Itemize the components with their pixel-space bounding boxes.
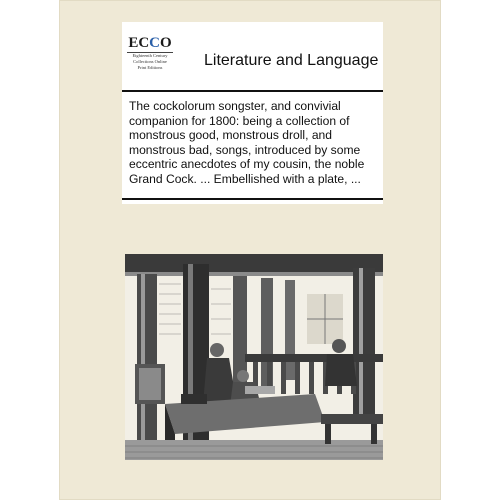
title-box — [122, 92, 383, 204]
book-title: The cockolorum songster, and convivial companion for 1800: being a collection of monstrous good, monstrous droll, and monstrous bad, songs, introduced by some eccentric anecdotes of my cousin, the noble Grand Cock. ... Embellished with a plate, ... — [129, 99, 365, 186]
series-title: Literature and Language — [204, 52, 379, 69]
book-cover — [59, 0, 441, 500]
engraved-plate-illustration — [125, 254, 383, 460]
logo-line-3: Print Editions — [137, 65, 163, 70]
ecco-logo-mark: ECCO — [128, 35, 172, 51]
ecco-logo — [127, 35, 173, 87]
engraving-image — [125, 254, 383, 460]
title-rule-bottom — [122, 198, 383, 200]
series-header — [122, 22, 383, 90]
logo-line-2: Collections Online — [133, 59, 167, 64]
logo-line-1: Eighteenth Century — [132, 53, 168, 58]
